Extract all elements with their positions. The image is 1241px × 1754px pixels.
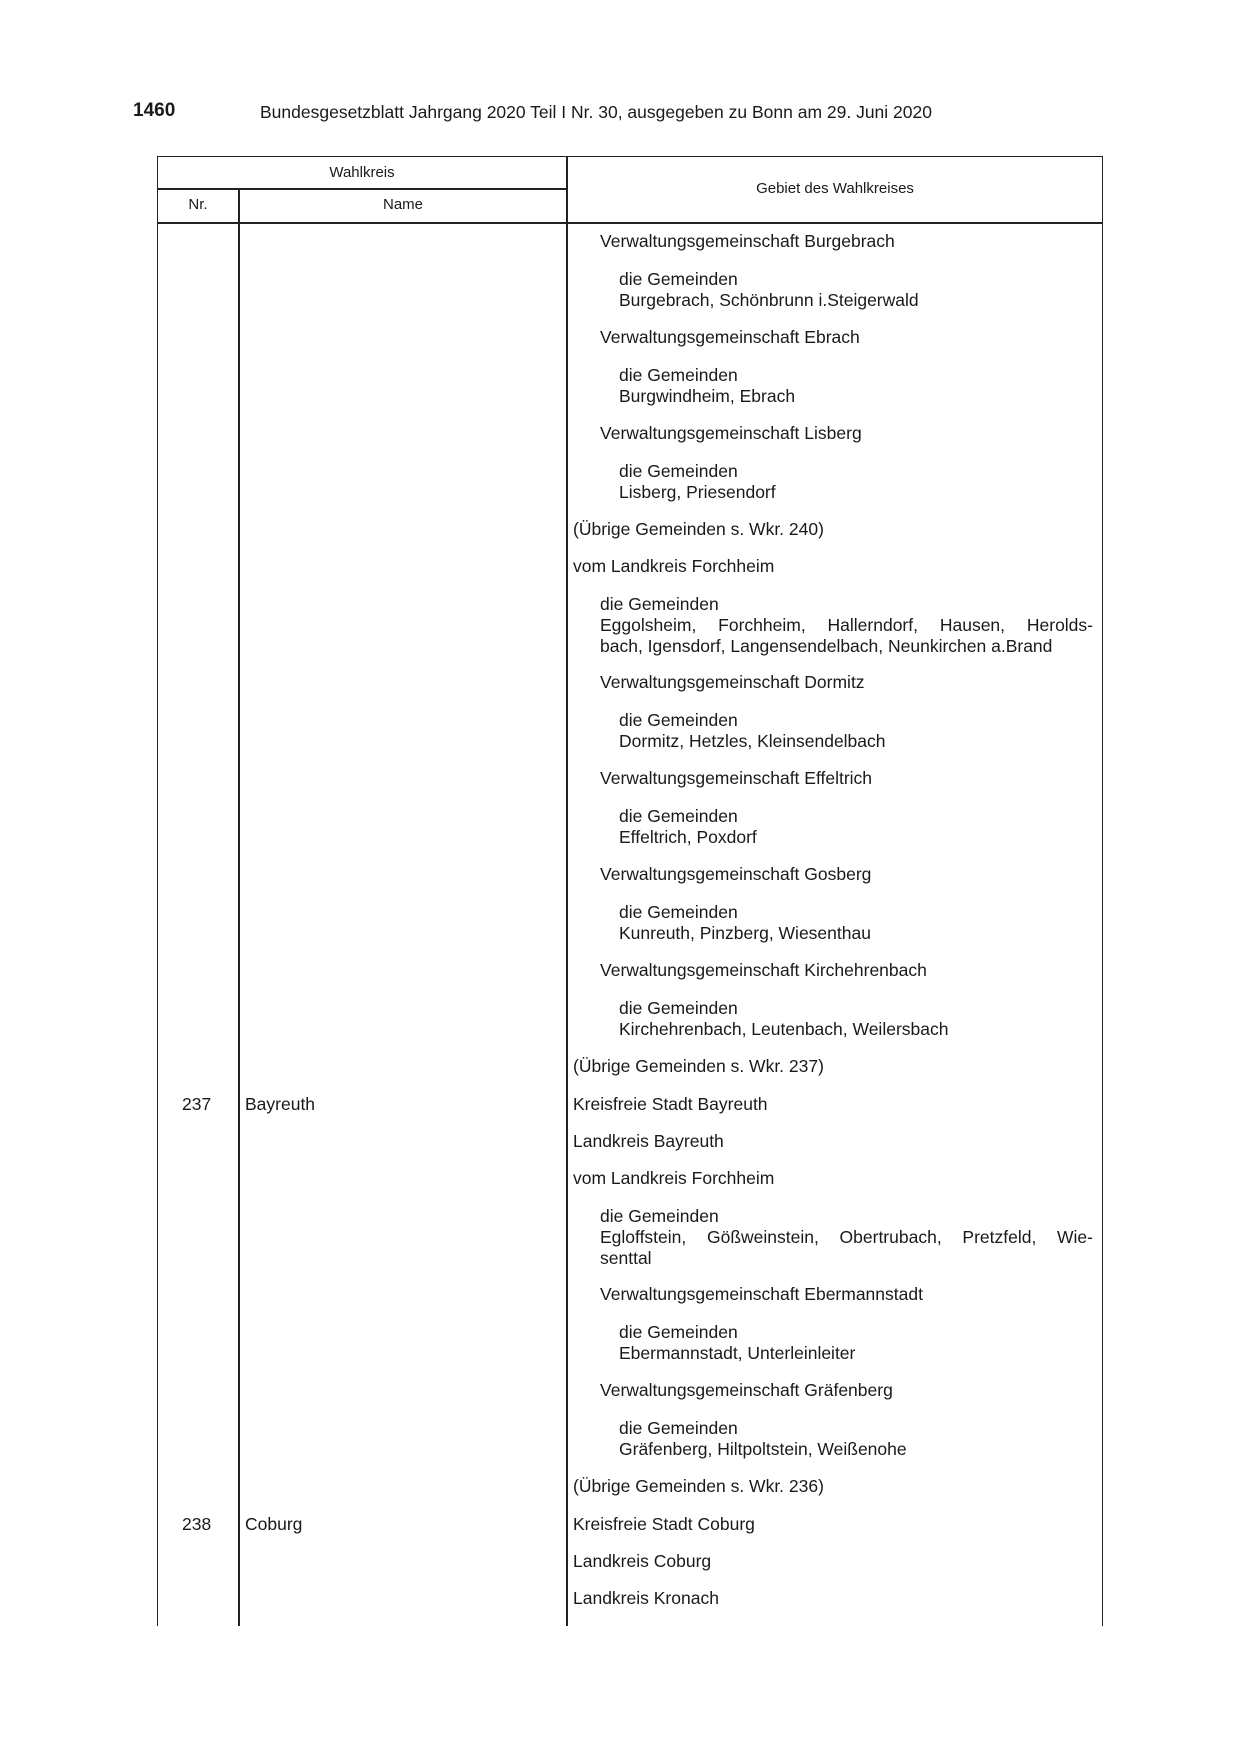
list-item: die Gemeinden [619, 461, 738, 481]
list-item: Verwaltungsgemeinschaft Gosberg [600, 864, 872, 884]
list-item: die Gemeinden [619, 710, 738, 730]
list-item: Kirchehrenbach, Leutenbach, Weilersbach [619, 1019, 949, 1039]
list-item: die Gemeinden [619, 1322, 738, 1342]
header-nr: Nr. [188, 196, 208, 213]
list-item: die Gemeinden [619, 902, 738, 922]
wahlkreis-nr: 238 [182, 1514, 212, 1534]
list-item: Verwaltungsgemeinschaft Effeltrich [600, 768, 873, 788]
list-item: vom Landkreis Forchheim [573, 556, 775, 576]
list-item: bach, Igensdorf, Langensendelbach, Neunkirchen a.Brand [600, 636, 1053, 656]
list-item: die Gemeinden [619, 806, 738, 826]
header-wahlkreis: Wahlkreis [329, 164, 395, 181]
list-item: Landkreis Coburg [573, 1551, 712, 1571]
list-item: die Gemeinden [619, 269, 738, 289]
list-item: Verwaltungsgemeinschaft Lisberg [600, 423, 862, 443]
list-item: Landkreis Bayreuth [573, 1131, 724, 1151]
list-item: Landkreis Kronach [573, 1588, 719, 1608]
list-item: die Gemeinden [619, 998, 738, 1018]
list-item: Dormitz, Hetzles, Kleinsendelbach [619, 731, 886, 751]
list-item: senttal [600, 1248, 652, 1268]
list-item: Burgwindheim, Ebrach [619, 386, 796, 406]
running-title: Bundesgesetzblatt Jahrgang 2020 Teil I Nr. 30, ausgegeben zu Bonn am 29. Juni 2020 [260, 102, 932, 122]
list-item: Gräfenberg, Hiltpoltstein, Weißenohe [619, 1439, 907, 1459]
header-name: Name [382, 196, 423, 213]
list-item: Verwaltungsgemeinschaft Burgebrach [600, 231, 895, 251]
list-item: Eggolsheim, Forchheim, Hallerndorf, Hausen, Herolds- [600, 615, 1093, 635]
list-item: vom Landkreis Forchheim [573, 1168, 775, 1188]
list-item: Ebermannstadt, Unterleinleiter [619, 1343, 856, 1363]
list-item: Verwaltungsgemeinschaft Ebrach [600, 327, 860, 347]
wahlkreis-name: Coburg [245, 1514, 303, 1534]
list-item: Verwaltungsgemeinschaft Ebermannstadt [600, 1284, 923, 1304]
list-item: Kunreuth, Pinzberg, Wiesenthau [619, 923, 871, 943]
list-item: Kreisfreie Stadt Coburg [573, 1514, 755, 1534]
list-item: Kreisfreie Stadt Bayreuth [573, 1094, 768, 1114]
page-number: 1460 [133, 100, 176, 121]
wahlkreis-name: Bayreuth [245, 1094, 316, 1114]
nr-name-divider [238, 188, 240, 1626]
list-item: die Gemeinden [619, 365, 738, 385]
list-item: Effeltrich, Poxdorf [619, 827, 757, 847]
list-item: (Übrige Gemeinden s. Wkr. 236) [573, 1476, 824, 1496]
wahlkreis-nr: 237 [182, 1094, 212, 1114]
header-bottom-line [157, 222, 1103, 224]
list-item: Lisberg, Priesendorf [619, 482, 776, 502]
list-item: Verwaltungsgemeinschaft Kirchehrenbach [600, 960, 927, 980]
header-split-line [157, 188, 567, 190]
name-gebiet-divider [566, 156, 568, 1626]
header-gebiet: Gebiet des Wahlkreises [756, 180, 914, 197]
list-item: die Gemeinden [600, 594, 719, 614]
list-item: (Übrige Gemeinden s. Wkr. 240) [573, 519, 824, 539]
list-item: Verwaltungsgemeinschaft Gräfenberg [600, 1380, 893, 1400]
list-item: Egloffstein, Gößweinstein, Obertrubach, Pretzfeld, Wie- [600, 1227, 1093, 1247]
list-item: die Gemeinden [600, 1206, 719, 1226]
list-item: (Übrige Gemeinden s. Wkr. 237) [573, 1056, 824, 1076]
list-item: die Gemeinden [619, 1418, 738, 1438]
list-item: Burgebrach, Schönbrunn i.Steigerwald [619, 290, 919, 310]
list-item: Verwaltungsgemeinschaft Dormitz [600, 672, 865, 692]
